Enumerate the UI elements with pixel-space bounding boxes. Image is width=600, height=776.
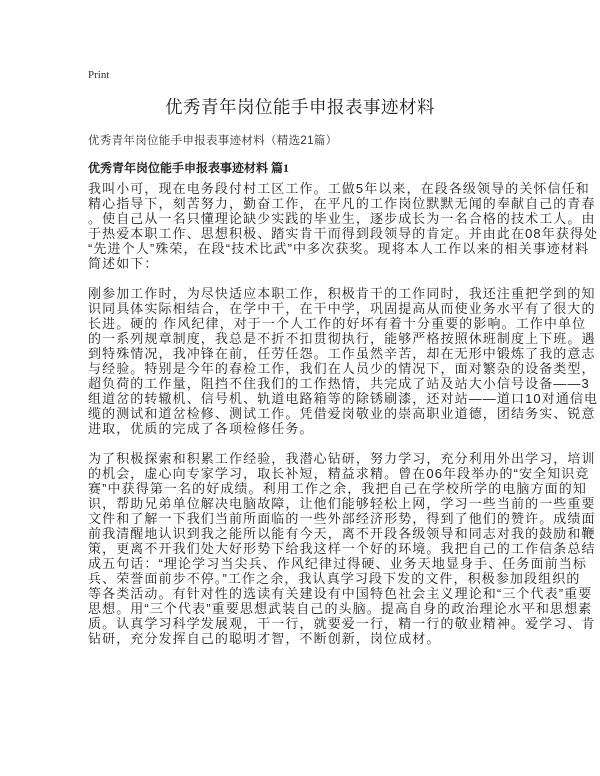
print-link[interactable]: Print [88,69,110,81]
section-heading: 优秀青年岗位能手申报表事迹材料 篇1 [88,161,290,175]
paragraph-line: 我叫小可，现在电务段付村工区工作。工做5年以来，在段各级领导的关怀信任和 [88,181,590,196]
paragraph-line: 组道岔的转辙机、信号机、轨道电路箱等的除锈刷漆，还对站——道口10对通信电 [88,391,599,406]
paragraph-line: 等各类活动。有针对性的选读有关建设有中国特色社会主义理论和“三个代表”重要 [88,586,593,601]
paragraph-line: 于热爱本职工作、思想积极、踏实肯干而得到段领导的肯定。并由此在08年获得处 [88,226,599,241]
paragraph-line: 兵、荣誉面前步不停。”工作之余，我认真学习段下发的文件，积极参加段组织的 [88,571,581,586]
paragraph-line: 策，更离不开我们处大好形势下给我这样一个好的环境。我把自己的工作信条总结 [88,541,596,556]
paragraph-line: 超负荷的工作量，阻挡不住我们的工作热情，共完成了站及站大小信号设备——3 [88,376,590,391]
paragraph-line: 成五句话：“理论学习当尖兵、作风纪律过得硬、业务天地显身手、任务面前当标 [88,556,587,571]
paragraph-line: 缆的测试和道岔检修、测试工作。凭借爱岗敬业的崇高职业道德，团结务实、锐意 [88,406,596,421]
paragraph-line: “先进个人”殊荣，在段“技术比武”中多次获奖。现将本人工作以来的相关事迹材料 [88,241,590,256]
paragraph-line: 刚参加工作时，为尽快适应本职工作，积极肯干的工作同时，我还注重把学到的知 [88,286,596,301]
document-body [88,181,599,661]
paragraph-line: 前我清醒地认识到我之能所以能有今天，离不开段各级领导和同志对我的鼓励和鞭 [88,526,596,541]
paragraph-line: 长进。硬的 作风纪律，对于一个人工作的好坏有着十分重要的影响。工作中单位 [88,316,587,331]
paragraph [88,451,596,646]
paragraph-line: 思想。用“三个代表”重要思想武装自己的头脑。提高自身的政治理论水平和思想素 [88,601,593,616]
document-title: 优秀青年岗位能手申报表事迹材料 [165,97,435,117]
paragraph-line: 的一系列规章制度，我总是不折不扣贯彻执行，能够严格按照休班制度上下班。遇 [88,331,596,346]
paragraph-line: 识同具体实际相结合，在学中干，在干中学，巩固提高从而使业务水平有了很大的 [88,301,596,316]
paragraph-line: 简述如下： [88,256,159,271]
paragraph-line: 。使自己从一名只懂理论缺少实践的毕业生，逐步成长为一名合格的技术工人。由 [88,211,596,226]
paragraph-line: 文件和了解一下我们当前所面临的一些外部经济形势，得到了他们的赞许。成绩面 [88,511,596,526]
paragraph-line: 识，帮助兄弟单位解决电脑故障，让他们能够轻松上网，学习一些当前的一些重要 [88,496,596,511]
document-subtitle: 优秀青年岗位能手申报表事迹材料（精选21篇） [88,135,338,147]
paragraph-line: 进取，优质的完成了各项检修任务。 [88,421,314,436]
paragraph [88,181,599,271]
paragraph-line: 的机会，虚心向专家学习，取长补短，精益求精。曾在06年段举办的“安全知识竞 [88,466,590,481]
paragraph-line: 钻研，充分发挥自己的聪明才智，不断创新，岗位成材。 [88,631,441,646]
paragraph-line: 到特殊情况，我冲锋在前，任劳任怨。工作虽然辛苦，却在无形中锻炼了我的意志 [88,346,596,361]
paragraph-line: 为了积极探索和积累工作经验，我潜心钻研，努力学习，充分利用外出学习，培训 [88,451,596,466]
paragraph-line: 精心指导下，刻苦努力，勤奋工作，在平凡的工作岗位默默无闻的奉献自己的青春 [88,196,596,211]
paragraph [88,286,599,436]
paragraph-line: 赛”中获得第一名的好成绩。利用工作之余，我把自己在学校所学的电脑方面的知 [88,481,587,496]
paragraph-line: 质。认真学习科学发展观，干一行，就要爱一行，精一行的敬业精神。爱学习、肯 [88,616,596,631]
paragraph-line: 与经验。特别是今年的春检工作，我们在人员少的情况下，面对繁杂的设备类型， [88,361,596,376]
